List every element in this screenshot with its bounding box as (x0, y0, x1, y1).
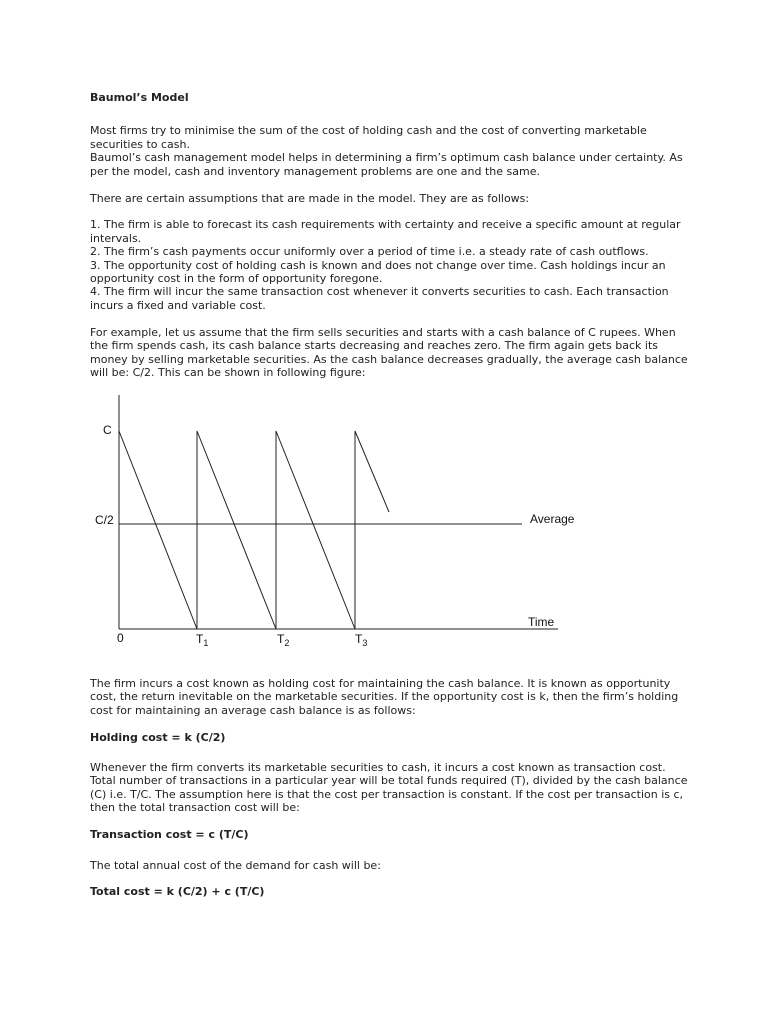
text-line: per the model, cash and inventory management problems are one and the same. (90, 164, 540, 178)
document-page (90, 91, 688, 916)
label-origin: 0 (117, 630, 124, 645)
label-time: Time (528, 614, 555, 629)
text-line: There are certain assumptions that are made in the model. They are as follows: (90, 191, 530, 205)
assumptions-intro-paragraph (90, 192, 680, 205)
label-t1: $T_1$ (196, 631, 209, 648)
label-c: C (103, 422, 112, 437)
assumption-item: intervals. (90, 231, 142, 245)
text-line: Baumol’s cash management model helps in determining a firm’s optimum cash balance under certainty. As (90, 151, 683, 165)
cash-balance-figure (90, 393, 610, 655)
total-cost-paragraph (90, 859, 680, 872)
assumption-item: incurs a fixed and variable cost. (90, 298, 266, 312)
transaction-cost-formula: Transaction cost = c (T/C) (90, 828, 249, 842)
transaction-cost-paragraph (90, 761, 688, 815)
holding-cost-formula: Holding cost = k (C/2) (90, 730, 226, 744)
assumptions-list (90, 218, 680, 312)
text-line: Total number of transactions in a particular year will be total funds required (T), divided by the cash balance (90, 774, 688, 788)
assumption-item: 4. The firm will incur the same transaction cost whenever it converts securities to cash. Each transaction (90, 285, 669, 299)
assumption-item: 3. The opportunity cost of holding cash is known and does not change over time. Cash holdings incur an (90, 258, 666, 272)
label-c-half: C/2 (95, 512, 114, 527)
cash-balance-sawtooth (119, 431, 389, 629)
holding-cost-paragraph (90, 677, 680, 717)
sawtooth-diagram (90, 393, 610, 655)
text-line: Whenever the firm converts its marketable securities to cash, it incurs a cost known as transaction cost. (90, 761, 666, 775)
text-line: The total annual cost of the demand for cash will be: (90, 858, 381, 872)
label-average: Average (530, 511, 575, 526)
text-line: then the total transaction cost will be: (90, 801, 300, 815)
text-line: will be: C/2. This can be shown in following figure: (90, 366, 366, 379)
document-title: Baumol’s Model (90, 91, 189, 104)
text-line: For example, let us assume that the firm sells securities and starts with a cash balance of C rupees. When (90, 325, 676, 339)
total-cost-formula: Total cost = k (C/2) + c (T/C) (90, 885, 265, 899)
assumption-item: 1. The firm is able to forecast its cash requirements with certainty and receive a specific amount at regular (90, 218, 681, 232)
text-line: the firm spends cash, its cash balance starts decreasing and reaches zero. The firm again gets back its (90, 339, 659, 353)
example-paragraph (90, 325, 688, 380)
text-line: money by selling marketable securities. As the cash balance decreases gradually, the average cash balance (90, 352, 688, 366)
assumption-item: 2. The firm’s cash payments occur uniformly over a period of time i.e. a steady rate of cash outflows. (90, 245, 649, 259)
text-line: cost, the return inevitable on the marketable securities. If the opportunity cost is k, then the firm’s holding (90, 690, 679, 704)
text-line: securities to cash. (90, 137, 190, 151)
text-line: (C) i.e. T/C. The assumption here is that the cost per transaction is constant. If the cost per transaction is c, (90, 787, 684, 801)
text-line: cost for maintaining an average cash balance is as follows: (90, 703, 416, 717)
text-line: Most firms try to minimise the sum of the cost of holding cash and the cost of converting marketable (90, 124, 647, 138)
label-t3: $T_3$ (355, 631, 368, 648)
text-line: The firm incurs a cost known as holding cost for maintaining the cash balance. It is known as opportunity (90, 676, 671, 690)
intro-paragraph (90, 124, 683, 178)
label-t2: $T_2$ (277, 631, 290, 648)
assumption-item: opportunity cost in the form of opportunity foregone. (90, 272, 383, 286)
